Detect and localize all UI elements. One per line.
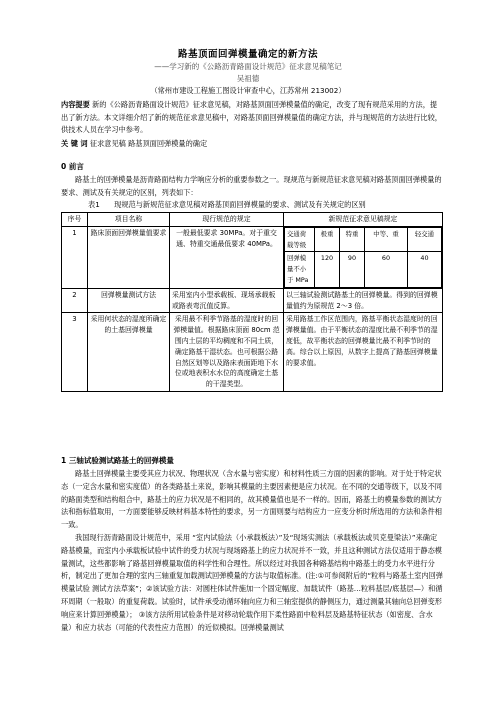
table-header-cell: 序号 (62, 213, 88, 227)
table-header-cell: 新规范征求意见稿规定 (284, 213, 443, 227)
modulus-value: 40 (407, 252, 441, 287)
table-row (62, 313, 443, 392)
abstract-text: 新的《公路沥青路面设计规范》征求意见稿，对路基顶面回弹模量值的确定，改变了现有规范采用的方法，提出了新方法。本文详细介绍了新的规范征求意见稿中，对路基顶面回弹模量值的确定方法，并与现规范的方法进行比较，供技术人员在学习中参考。 (61, 100, 442, 135)
row-new-rule: 以三轴试验测试路基土的回弹模量。得到的回弹模量值约为原规范 2～3 倍。 (284, 288, 443, 313)
table-header-row (62, 213, 443, 227)
section-1-body (61, 468, 443, 634)
table-row (62, 226, 443, 288)
traffic-level: 极重 (315, 227, 340, 252)
author-name: 吴祖德 (236, 74, 260, 83)
row-number: 1 (62, 226, 88, 288)
modulus-value: 120 (315, 252, 340, 287)
keywords-text: 征求意见稿 路基顶面回弹模量的确定 (89, 139, 208, 148)
table-header-cell: 现行规范的规定 (170, 213, 284, 227)
row-number: 2 (62, 288, 88, 313)
row-new-rule (284, 226, 443, 288)
row-item: 回弹模量测试方法 (88, 288, 170, 313)
row-item: 路床顶面回弹模量值要求 (88, 226, 170, 288)
table-row (62, 288, 443, 313)
document-title: 路基顶面回弹模量确定的新方法 (177, 49, 318, 60)
modulus-value: 90 (340, 252, 365, 287)
comparison-table (61, 212, 443, 392)
table-caption: 表1 现规范与新规范征求意见稿对路基顶面回弹模量的要求、测试及有关规定的区别 (88, 200, 366, 209)
traffic-level: 中等、重 (365, 227, 408, 252)
author-affiliation: （常州市建设工程施工图设计审查中心，江苏常州 213002） (150, 86, 346, 95)
traffic-modulus-table (284, 227, 442, 288)
row-item: 采用何状态的湿度所确定的土基回弹模量 (88, 313, 170, 392)
traffic-level: 轻交通 (407, 227, 441, 252)
traffic-level-label: 交通荷载等级 (285, 227, 315, 252)
keywords-label: 关 键 词 (61, 139, 88, 148)
modulus-label: 回弹模量不小于 MPa (285, 252, 315, 287)
row-current-rule: 采用最不利季节路基的湿度时的回弹模量值。根据路床顶面 80cm 范围内土层的平均稠度和不同土质，确定路基干湿状态。也可根据公路自然区划等以及路床表面距地下水位或地表积水水位的高度确定土基的干湿类型。 (170, 313, 284, 392)
section-1-heading: 1 三轴试验测试路基土的回弹模量 (61, 456, 174, 465)
paragraph: 我国现行沥青路面设计规范中，采用 “室内试验法（小承载板法）”及“现场实测法（承载板法或贝克曼梁法）”来确定路基模量，而室内小承载板试验中试件的受力状况与现场路基上的应力状况并不一致，并且这种测试方法仅适用于静态模量测试，这些都影响了路基回弹模量取值的科学性和合理性。所以经过对我国各种路基结构中路基土的受力水平进行分析，制定出了更加合理的室内三轴重复加载测试回弹模量的方法与取值标准。(注:①可参阅附后的“粒料与路基土室内回弹模量试验 测试方法草案”；②该试验方法：对圆柱体试件施加一个固定幅度、加载试件（路基…粒料基层/底基层—）和循环周期（一般取）的重复荷载。试验时，试件承受动循环轴向应力和三轴室提供的静侧压力，通过测量其轴向总回弹变形响应来计算回弹模量）； ③该方法所用试验条件是对移动轮载作用下柔性路面中粒料层及路基特征状态（如密度、含水量）和应力状态（可能的代表性应力范围）的近似模拟。回弹模量测试 (61, 532, 443, 632)
section-0-heading: 0 前言 (61, 162, 84, 171)
modulus-value: 60 (365, 252, 408, 287)
keywords (61, 138, 443, 150)
row-new-rule: 采用路基工作区范围内，路基平衡状态湿度时的回弹模量值。由于平衡状态的湿度比最不利季节的湿度低，故平衡状态的回弹模量比最不利季节时的高。综合以上原因，从数字上提高了路基回弹模量的要求值。 (284, 313, 443, 392)
row-current-rule: 一般最低要求 30MPa。对于重交通、特重交通最低要求 40MPa。 (170, 226, 284, 288)
row-number: 3 (62, 313, 88, 392)
row-current-rule: 采用室内小型承载板、现场承载板或路表弯沉值反算。 (170, 288, 284, 313)
table-header-cell: 项目名称 (88, 213, 170, 227)
abstract (61, 99, 443, 137)
traffic-level: 特重 (340, 227, 365, 252)
document-subtitle: ——学习新的《公路沥青路面设计规范》征求意见稿笔记 (154, 62, 342, 71)
section-0-paragraph: 路基土的回弹模量是沥青路面结构力学响应分析的重要参数之一。现规范与新规范征求意见稿对路基顶面回弹模量的要求、测试及有关规定的区别，列表如下： (61, 175, 442, 197)
abstract-label: 内容提要 (61, 100, 90, 109)
paragraph: 路基土回弹模量主要受其应力状况、物理状况（含水量与密实度）和材料性质三方面的因素的影响。对于处于特定状态（一定含水量和密实度值）的各类路基土来说，影响其模量的主要因素便是应力状况。在不同的交通等级下，以及不同的路面类型和结构组合中，路基土的应力状况是不相同的，故其模量值也是不一样的。因而，路基土的模量参数的测试方法和指标值取用，一方面要能够反映材料基本特性的要求，另一方面则要与结构应力一应变分析时所选用的方法和条件相一致。 (61, 469, 442, 530)
